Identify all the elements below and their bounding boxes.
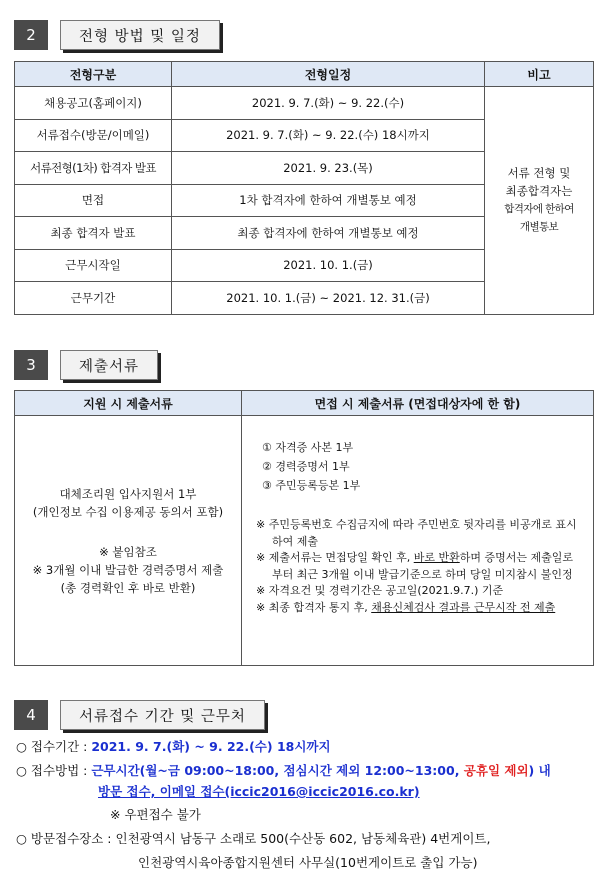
doc-note-text: 하며 증명서는 제출일로부터 최근 3개월 이내 발급기준으로 하며 당일 미지참시 불인정 — [272, 551, 573, 581]
remark-line: 최종합격자는 — [505, 184, 573, 199]
stage-cell: 면접 — [15, 184, 172, 217]
schedule-cell: 2021. 9. 7.(화) ~ 9. 22.(수) 18시까지 — [172, 119, 485, 152]
section2-title: 전형 방법 및 일정 — [60, 20, 220, 50]
place-line-2: 인천광역시육아종합지원센터 사무실(10번게이트로 출입 가능) — [138, 855, 478, 870]
stage-cell: 채용공고(홈페이지) — [15, 87, 172, 120]
schedule-cell: 2021. 9. 7.(화) ~ 9. 22.(수) — [172, 87, 485, 120]
col-header-schedule: 전형일정 — [172, 62, 485, 87]
period-value: 2021. 9. 7.(화) ~ 9. 22.(수) 18시까지 — [91, 739, 331, 754]
section2-number: 2 — [14, 20, 48, 50]
remark-cell — [485, 87, 594, 315]
schedule-cell: 2021. 10. 1.(금) — [172, 249, 485, 282]
mail-note: ※ 우편접수 불가 — [110, 807, 201, 822]
schedule-table — [14, 61, 594, 315]
col-header-interview-docs: 면접 시 제출서류 (면접대상자에 한 함) — [242, 391, 594, 416]
col-header-stage: 전형구분 — [15, 62, 172, 87]
section3-title: 제출서류 — [60, 350, 158, 380]
remark-line: 개별통보 — [519, 221, 559, 234]
doc-note-underlined: 채용신체검사 결과를 근무시작 전 제출 — [371, 600, 556, 614]
doc-note-text: ※ 제출서류는 면접당일 확인 후, — [256, 551, 414, 564]
doc-note: ※ 주민등록번호 수집금지에 따라 주민번호 뒷자리를 비공개로 표시하여 제출 — [256, 518, 577, 548]
schedule-cell: 2021. 10. 1.(금) ~ 2021. 12. 31.(금) — [172, 282, 485, 315]
stage-cell: 근무기간 — [15, 282, 172, 315]
section3-header — [14, 350, 158, 380]
period-line — [16, 736, 331, 758]
doc-line: 대체조리원 입사지원서 1부 — [59, 486, 197, 501]
doc-note-text: ※ 최종 합격자 통지 후, — [256, 600, 372, 614]
place-label: ○ 방문접수장소 : — [16, 831, 116, 846]
schedule-header-row — [15, 62, 594, 87]
holiday-note: 공휴일 제외 — [463, 763, 529, 778]
section3-number: 3 — [14, 350, 48, 380]
place-value: 인천광역시 남동구 소래로 500(수산동 602, 남동체육관) 4번게이트, — [115, 831, 491, 846]
remark-line: 서류 전형 및 — [507, 166, 571, 181]
stage-cell: 서류전형(1차) 합격자 발표 — [15, 152, 172, 185]
doc-line: (총 경력확인 후 바로 반환) — [60, 580, 196, 595]
stage-cell: 최종 합격자 발표 — [15, 217, 172, 250]
stage-cell: 서류접수(방문/이메일) — [15, 119, 172, 152]
place-line — [16, 828, 490, 850]
doc-item: ① 자격증 사본 1부 — [262, 441, 354, 454]
table-row — [15, 416, 594, 666]
method-line — [16, 760, 551, 782]
doc-line: ※ 붙임참조 — [99, 544, 157, 559]
doc-item: ② 경력증명서 1부 — [262, 460, 350, 473]
schedule-cell: 2021. 9. 23.(목) — [172, 152, 485, 185]
doc-line: (개인정보 수집 이용제공 동의서 포함) — [32, 504, 224, 519]
doc-note — [256, 550, 583, 583]
method-line-2 — [98, 781, 420, 803]
schedule-cell: 최종 합격자에 한하여 개별통보 예정 — [172, 217, 485, 250]
table-row — [15, 87, 594, 120]
documents-table — [14, 390, 594, 666]
col-header-application-docs: 지원 시 제출서류 — [15, 391, 242, 416]
method-value-end: ) 내 — [528, 763, 551, 778]
method-value: 근무시간(월~금 09:00~18:00, 점심시간 제외 12:00~13:00, — [91, 763, 464, 778]
method-value-email: 방문 접수, 이메일 접수(iccic2016@iccic2016.co.kr) — [98, 784, 420, 799]
application-docs-cell — [15, 416, 242, 666]
col-header-remark: 비고 — [485, 62, 594, 87]
doc-item: ③ 주민등록등본 1부 — [262, 479, 361, 492]
doc-note: ※ 자격요건 및 경력기간은 공고일(2021.9.7.) 기준 — [256, 584, 504, 597]
section2-header — [14, 20, 220, 50]
method-label: ○ 접수방법 : — [16, 763, 92, 778]
section4-header — [14, 700, 265, 730]
doc-note-underlined: 바로 반환 — [413, 551, 460, 564]
stage-cell: 근무시작일 — [15, 249, 172, 282]
schedule-cell: 1차 합격자에 한하여 개별통보 예정 — [172, 184, 485, 217]
section4-title: 서류접수 기간 및 근무처 — [60, 700, 265, 730]
documents-header-row — [15, 391, 594, 416]
doc-line: ※ 3개월 이내 발급한 경력증명서 제출 — [32, 562, 224, 577]
interview-docs-cell — [242, 416, 594, 666]
section4-number: 4 — [14, 700, 48, 730]
remark-line: 합격자에 한하여 — [504, 203, 574, 216]
period-label: ○ 접수기간 : — [16, 739, 92, 754]
doc-note — [256, 600, 583, 617]
